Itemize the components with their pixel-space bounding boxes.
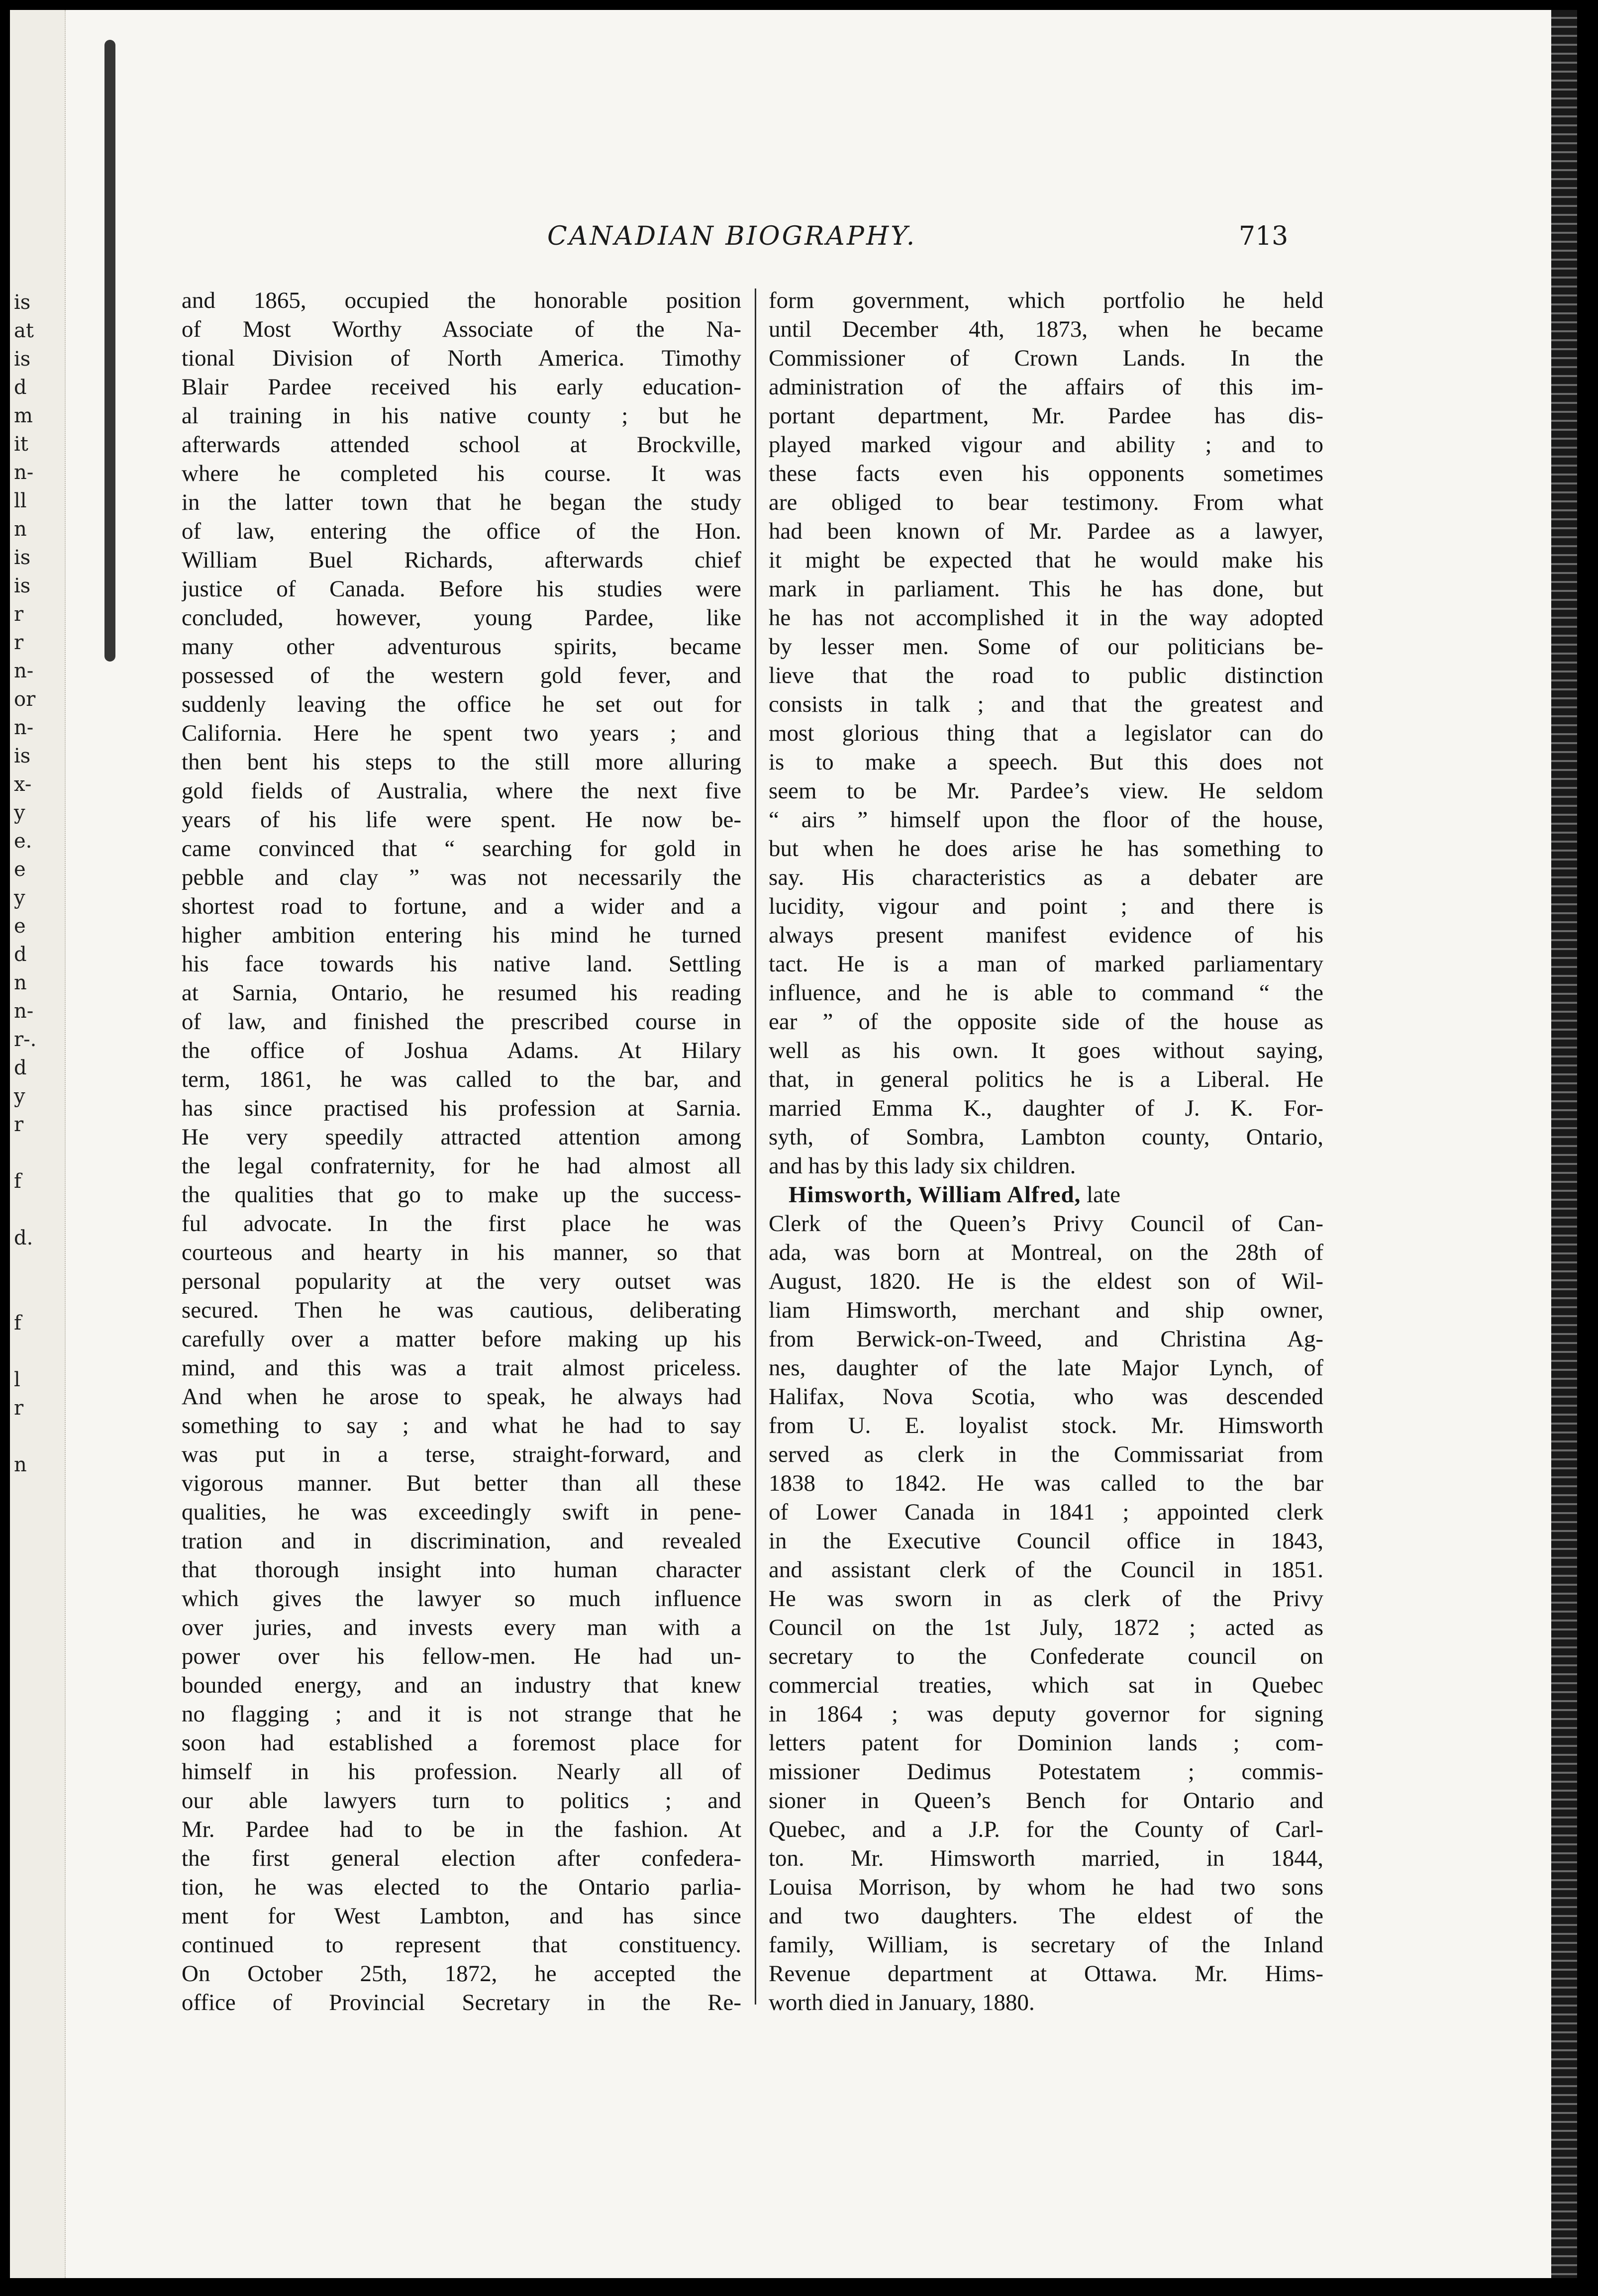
entry-name: Himsworth, William Alfred, — [789, 1182, 1081, 1208]
text-line: Blair Pardee received his early education- — [182, 374, 741, 400]
text-line: al training in his native county ; but he — [182, 403, 741, 429]
text-line: office of Provincial Secretary in the Re- — [182, 1990, 741, 2015]
margin-fragment: or — [14, 688, 36, 711]
facing-page-edge — [10, 10, 66, 2278]
text-line: years of his life were spent. He now be- — [182, 807, 741, 833]
text-line: the first general election after confedera- — [182, 1845, 741, 1871]
margin-fragment: n- — [14, 660, 34, 682]
text-line: suddenly leaving the office he set out for — [182, 691, 741, 717]
text-line: are obliged to bear testimony. From what — [769, 489, 1323, 515]
margin-fragment: n- — [14, 1000, 34, 1023]
text-line: most glorious thing that a legislator can do — [769, 720, 1323, 746]
text-line: secured. Then he was cautious, deliberating — [182, 1297, 741, 1323]
text-line: letters patent for Dominion lands ; com- — [769, 1730, 1323, 1756]
text-line: had been known of Mr. Pardee as a lawyer, — [769, 518, 1323, 544]
text-line: worth died in January, 1880. — [769, 1990, 1035, 2015]
text-line: that, in general politics he is a Liberal. He — [769, 1066, 1323, 1092]
text-line: the office of Joshua Adams. At Hilary — [182, 1038, 741, 1063]
text-line: from Berwick-on-Tweed, and Christina Ag- — [769, 1326, 1323, 1352]
text-line: himself in his profession. Nearly all of — [182, 1759, 741, 1785]
text-line: gold fields of Australia, where the next five — [182, 778, 741, 804]
margin-fragment — [14, 1423, 44, 1451]
text-line: 1838 to 1842. He was called to the bar — [769, 1470, 1323, 1496]
text-line: “ airs ” himself upon the floor of the house, — [769, 807, 1323, 833]
text-line: He was sworn in as clerk of the Privy — [769, 1586, 1323, 1612]
margin-fragment: is — [14, 348, 31, 371]
text-line: ful advocate. In the first place he was — [182, 1211, 741, 1237]
text-line: played marked vigour and ability ; and to — [769, 432, 1323, 458]
text-line: Commissioner of Crown Lands. In the — [769, 345, 1323, 371]
text-line: liam Himsworth, merchant and ship owner, — [769, 1297, 1323, 1323]
text-line: Revenue department at Ottawa. Mr. Hims- — [769, 1961, 1323, 1987]
text-line: term, 1861, he was called to the bar, and — [182, 1066, 741, 1092]
text-line: tion, he was elected to the Ontario parlia- — [182, 1874, 741, 1900]
text-line: lieve that the road to public distinction — [769, 663, 1323, 688]
text-line: missioner Dedimus Potestatem ; commis- — [769, 1759, 1323, 1785]
text-line: soon had established a foremost place for — [182, 1730, 741, 1756]
text-line: portant department, Mr. Pardee has dis- — [769, 403, 1323, 429]
text-line: Quebec, and a J.P. for the County of Carl- — [769, 1817, 1323, 1842]
margin-fragment — [14, 1281, 44, 1309]
margin-fragment: d. — [14, 1227, 33, 1249]
margin-fragment: ll — [14, 489, 27, 512]
text-line: at Sarnia, Ontario, he resumed his reading — [182, 980, 741, 1006]
text-line: commercial treaties, which sat in Quebec — [769, 1672, 1323, 1698]
text-line: our able lawyers turn to politics ; and — [182, 1788, 741, 1814]
text-line: shortest road to fortune, and a wider and a — [182, 893, 741, 919]
text-line: qualities, he was exceedingly swift in pene- — [182, 1499, 741, 1525]
text-line: and 1865, occupied the honorable position — [182, 287, 741, 313]
text-line: of Lower Canada in 1841 ; appointed clerk — [769, 1499, 1323, 1525]
text-line: over juries, and invests every man with a — [182, 1615, 741, 1640]
text-line: and two daughters. The eldest of the — [769, 1903, 1323, 1929]
margin-fragment: r — [14, 1113, 24, 1136]
text-line: has since practised his profession at Sarnia. — [182, 1095, 741, 1121]
margin-fragment: r — [14, 631, 24, 654]
text-line: ment for West Lambton, and has since — [182, 1903, 741, 1929]
text-line: continued to represent that constituency. — [182, 1932, 741, 1958]
margin-fragment: is — [14, 546, 31, 569]
text-line: mind, and this was a trait almost priceless. — [182, 1355, 741, 1381]
left-column — [182, 286, 741, 2017]
page-edge-right — [1551, 10, 1577, 2278]
text-line: bounded energy, and an industry that knew — [182, 1672, 741, 1698]
margin-fragment: y — [14, 1085, 25, 1108]
text-line: Halifax, Nova Scotia, who was descended — [769, 1384, 1323, 1410]
text-line: justice of Canada. Before his studies were — [182, 576, 741, 602]
text-line: nes, daughter of the late Major Lynch, of — [769, 1355, 1323, 1381]
text-line: He very speedily attracted attention among — [182, 1124, 741, 1150]
margin-fragment: y — [14, 801, 25, 824]
text-line: courteous and hearty in his manner, so that — [182, 1240, 741, 1265]
text-line: tional Division of North America. Timothy — [182, 345, 741, 371]
margin-fragment: it — [14, 433, 28, 456]
text-line: influence, and he is able to command “ the — [769, 980, 1323, 1006]
text-line: And when he arose to speak, he always had — [182, 1384, 741, 1410]
margin-fragment: f — [14, 1312, 21, 1335]
text-line: family, William, is secretary of the Inland — [769, 1932, 1323, 1958]
margin-fragment — [14, 1252, 44, 1281]
margin-fragment: f — [14, 1170, 21, 1193]
text-line: On October 25th, 1872, he accepted the — [182, 1961, 741, 1987]
text-line: pebble and clay ” was not necessarily the — [182, 864, 741, 890]
column-divider — [755, 288, 756, 2005]
text-line: but when he does arise he has something to — [769, 836, 1323, 861]
margin-fragment: n — [14, 1453, 27, 1476]
margin-fragment: e. — [14, 830, 32, 853]
text-line: of Most Worthy Associate of the Na- — [182, 316, 741, 342]
text-line: concluded, however, young Pardee, like — [182, 605, 741, 631]
text-line: many other adventurous spirits, became — [182, 634, 741, 660]
margin-fragment: r — [14, 603, 24, 626]
text-line: tact. He is a man of marked parliamentary — [769, 951, 1323, 977]
text-line: lucidity, vigour and point ; and there is — [769, 893, 1323, 919]
text-line: the legal confraternity, for he had almost all — [182, 1153, 741, 1179]
text-line: no flagging ; and it is not strange that he — [182, 1701, 741, 1727]
binding-shadow — [104, 40, 115, 662]
text-line: from U. E. loyalist stock. Mr. Himsworth — [769, 1413, 1323, 1438]
margin-fragment: d — [14, 943, 27, 966]
text-line: something to say ; and what he had to say — [182, 1413, 741, 1438]
running-title: CANADIAN BIOGRAPHY. — [547, 221, 917, 251]
text-line: was put in a terse, straight-forward, and — [182, 1441, 741, 1467]
text-line: in 1864 ; was deputy governor for signing — [769, 1701, 1323, 1727]
margin-fragment: y — [14, 886, 25, 909]
margin-fragment — [14, 1196, 44, 1224]
text-line: in the latter town that he began the study — [182, 489, 741, 515]
margin-fragment: d — [14, 376, 27, 399]
text-line: California. Here he spent two years ; and — [182, 720, 741, 746]
text-line: married Emma K., daughter of J. K. For- — [769, 1095, 1323, 1121]
text-line: power over his fellow-men. He had un- — [182, 1643, 741, 1669]
margin-fragment — [14, 1338, 44, 1366]
text-line: came convinced that “ searching for gold in — [182, 836, 741, 861]
text-line: William Buel Richards, afterwards chief — [182, 547, 741, 573]
text-line: served as clerk in the Commissariat from — [769, 1441, 1323, 1467]
text-line: secretary to the Confederate council on — [769, 1643, 1323, 1669]
page-number: 713 — [1239, 221, 1289, 251]
text-line: personal popularity at the very outset was — [182, 1268, 741, 1294]
text-line: form government, which portfolio he held — [769, 287, 1323, 313]
right-column — [769, 286, 1323, 2017]
text-line: of law, and finished the prescribed course in — [182, 1009, 741, 1035]
text-line: always present manifest evidence of his — [769, 922, 1323, 948]
text-line: his face towards his native land. Settling — [182, 951, 741, 977]
text-line: ear ” of the opposite side of the house as — [769, 1009, 1323, 1035]
text-line: in the Executive Council office in 1843, — [769, 1528, 1323, 1554]
text-line: well as his own. It goes without saying, — [769, 1038, 1323, 1063]
text-line: the qualities that go to make up the success- — [182, 1182, 741, 1208]
margin-fragment: x- — [14, 773, 32, 796]
text-line: seem to be Mr. Pardee’s view. He seldom — [769, 778, 1323, 804]
margin-fragment: r — [14, 1397, 24, 1420]
text-line: Council on the 1st July, 1872 ; acted as — [769, 1615, 1323, 1640]
text-line: he has not accomplished it in the way adopted — [769, 605, 1323, 631]
text-line: afterwards attended school at Brockville, — [182, 432, 741, 458]
text-line: August, 1820. He is the eldest son of Wil- — [769, 1268, 1323, 1294]
text-line: it might be expected that he would make his — [769, 547, 1323, 573]
text-line: mark in parliament. This he has done, but — [769, 576, 1323, 602]
text-line: and assistant clerk of the Council in 1851. — [769, 1557, 1323, 1583]
text-line: until December 4th, 1873, when he became — [769, 316, 1323, 342]
text-line: of law, entering the office of the Hon. — [182, 518, 741, 544]
text-line: higher ambition entering his mind he turned — [182, 922, 741, 948]
margin-fragment: at — [14, 319, 34, 342]
text-line: possessed of the western gold fever, and — [182, 663, 741, 688]
margin-fragment — [14, 1139, 44, 1167]
text-line: which gives the lawyer so much influence — [182, 1586, 741, 1612]
text-line: tration and in discrimination, and revealed — [182, 1528, 741, 1554]
text-line: carefully over a matter before making up his — [182, 1326, 741, 1352]
entry-heading-rest: late — [1081, 1182, 1121, 1208]
text-line: ada, was born at Montreal, on the 28th of — [769, 1240, 1323, 1265]
margin-fragment: n — [14, 518, 27, 541]
text-line: and has by this lady six children. — [769, 1153, 1076, 1179]
margin-fragment: is — [14, 745, 31, 767]
margin-fragment: is — [14, 291, 31, 314]
margin-fragment: e — [14, 915, 26, 938]
margin-fragment: n — [14, 971, 27, 994]
text-line: Louisa Morrison, by whom he had two sons — [769, 1874, 1323, 1900]
text-line: these facts even his opponents sometimes — [769, 461, 1323, 486]
entry-heading-line — [769, 1180, 1323, 1209]
margin-fragment: m — [14, 404, 33, 427]
text-line: that thorough insight into human character — [182, 1557, 741, 1583]
text-line: where he completed his course. It was — [182, 461, 741, 486]
margin-fragment: is — [14, 574, 31, 597]
text-line: consists in talk ; and that the greatest and — [769, 691, 1323, 717]
text-line: ton. Mr. Himsworth married, in 1844, — [769, 1845, 1323, 1871]
text-line: sioner in Queen’s Bench for Ontario and — [769, 1788, 1323, 1814]
text-line: vigorous manner. But better than all these — [182, 1470, 741, 1496]
margin-fragment: e — [14, 858, 26, 881]
text-line: administration of the affairs of this im- — [769, 374, 1323, 400]
margin-fragment: r-. — [14, 1028, 37, 1051]
text-line: syth, of Sombra, Lambton county, Ontario, — [769, 1124, 1323, 1150]
margin-fragment: l — [14, 1368, 20, 1391]
text-line: by lesser men. Some of our politicians be- — [769, 634, 1323, 660]
text-line: Clerk of the Queen’s Privy Council of Can- — [769, 1211, 1323, 1237]
margin-fragment: n- — [14, 716, 34, 739]
text-line: say. His characteristics as a debater are — [769, 864, 1323, 890]
text-line: Mr. Pardee had to be in the fashion. At — [182, 1817, 741, 1842]
margin-fragment: n- — [14, 461, 34, 484]
margin-fragment: d — [14, 1056, 27, 1079]
text-line: is to make a speech. But this does not — [769, 749, 1323, 775]
scanned-page — [10, 10, 1577, 2278]
facing-page-text-fragments — [14, 288, 44, 1479]
text-line: then bent his steps to the still more alluring — [182, 749, 741, 775]
